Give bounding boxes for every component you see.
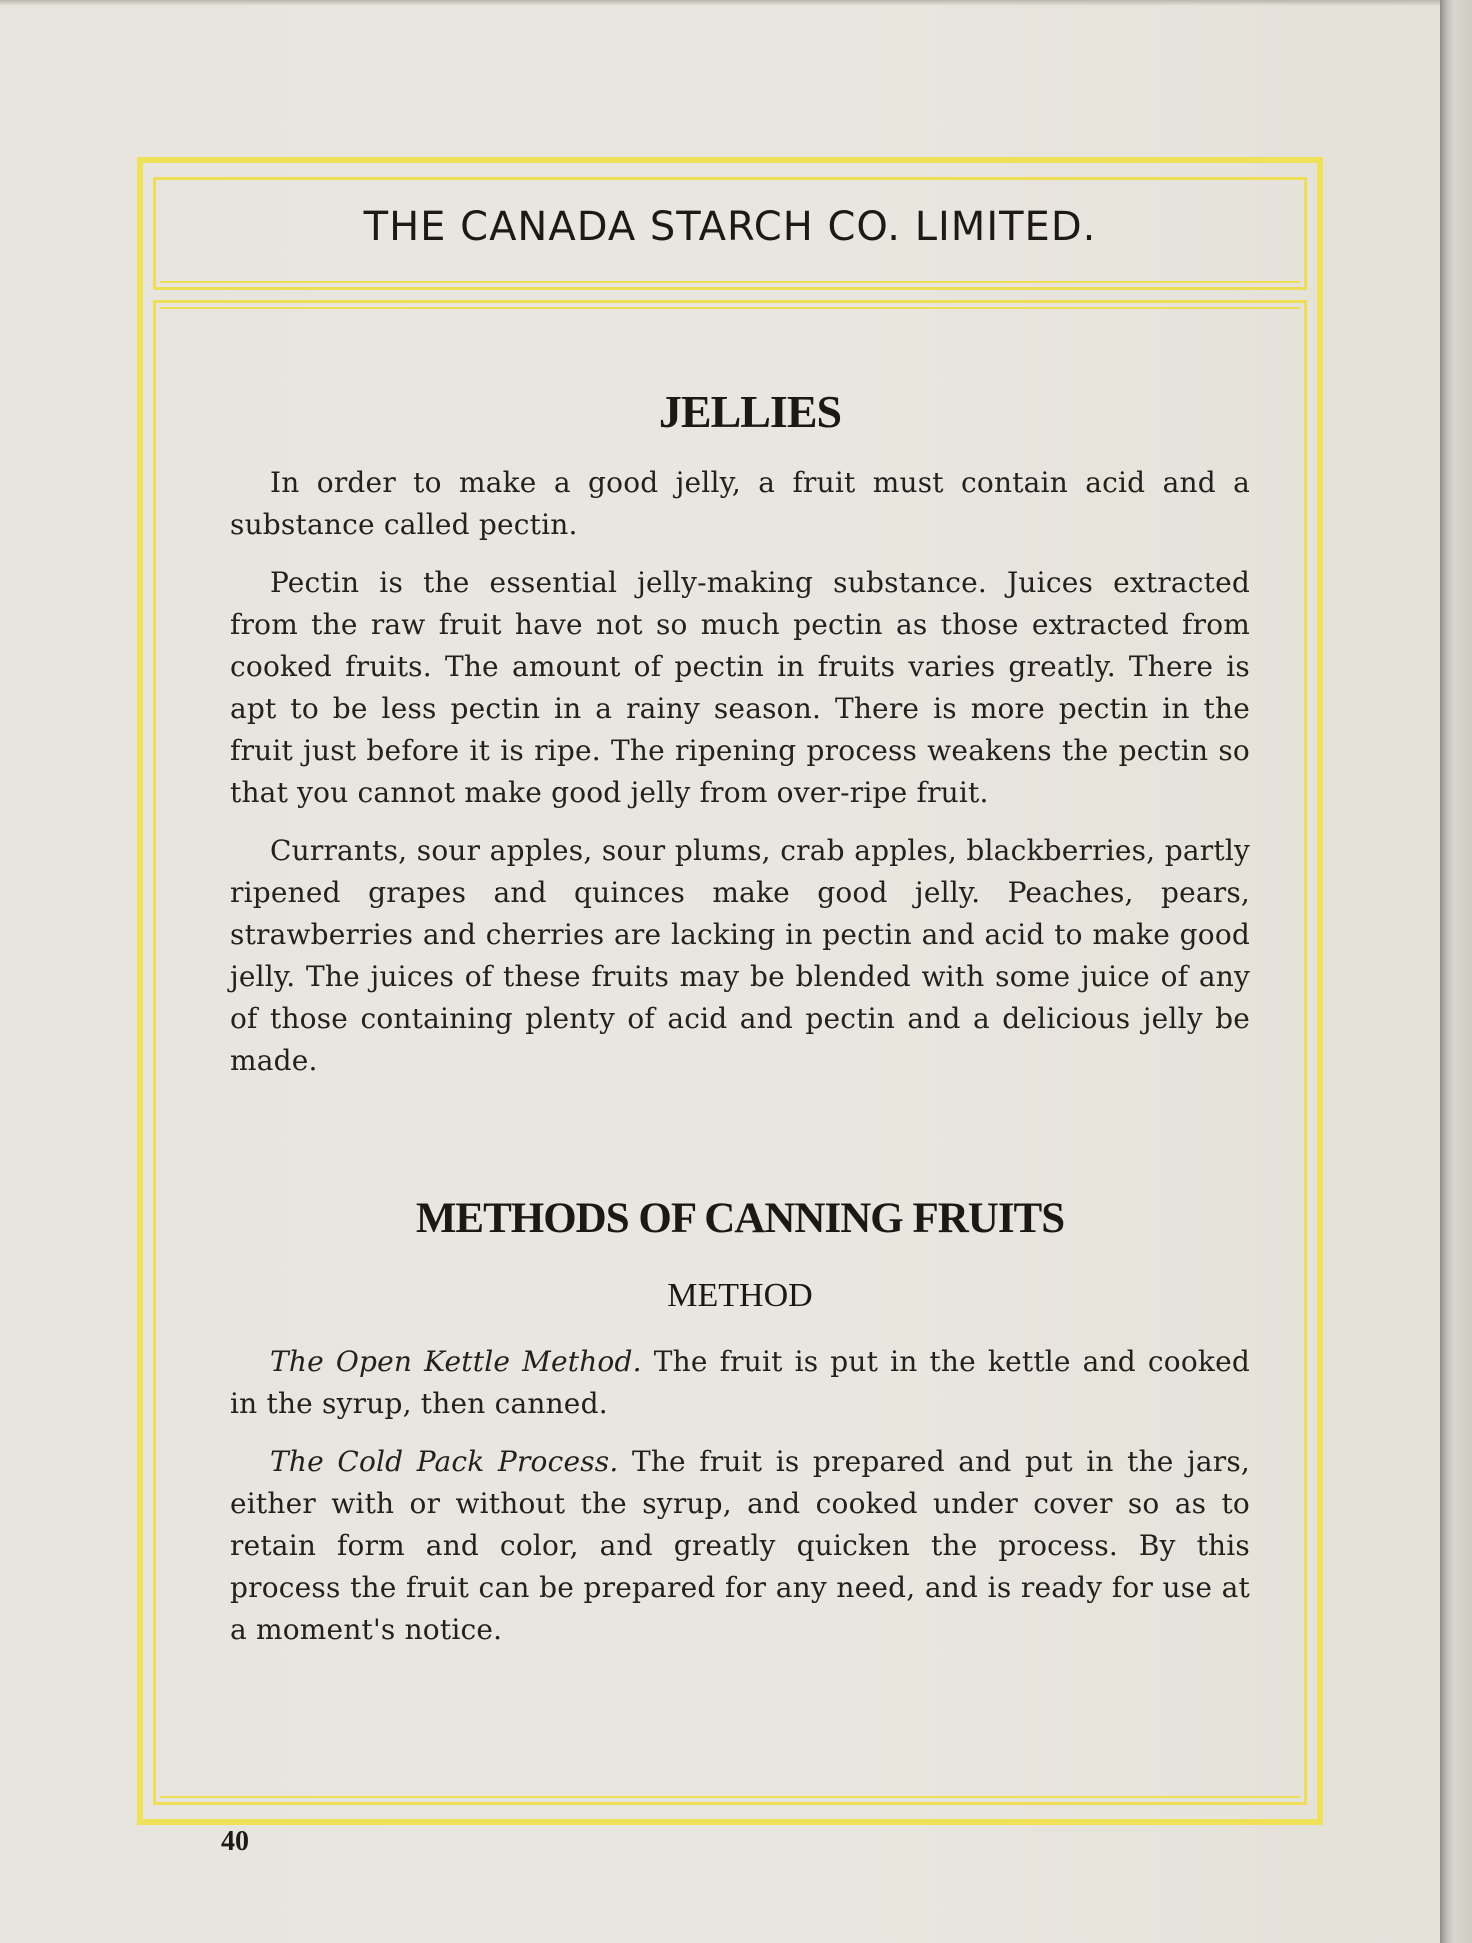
jellies-paragraph-1-text: In order to make a good jelly, a fruit must contain acid and a substance called pectin.: [230, 466, 1250, 541]
jellies-paragraph-2: [230, 562, 1250, 814]
cold-pack-process-paragraph: [230, 1441, 1250, 1651]
canning-methods-heading: METHODS OF CANNING FRUITS: [415, 1195, 1065, 1242]
page-content: [230, 385, 1250, 1651]
method-subheading: METHOD: [667, 1277, 813, 1314]
jellies-paragraph-3: [230, 830, 1250, 1082]
open-kettle-method-name: The Open Kettle Method.: [270, 1345, 642, 1378]
cold-pack-process-text: The fruit is prepared and put in the jars, either with or without the syrup, and cooked under cover so as to retain form and color, and greatly quicken the process. By this process the fruit can be prepared for any need, and is ready for use at a moment's notice.: [230, 1445, 1251, 1646]
page-number: 40: [221, 1826, 249, 1857]
jellies-heading: JELLIES: [658, 386, 842, 437]
page-edge: [1440, 0, 1472, 1943]
cold-pack-process-name: The Cold Pack Process.: [270, 1445, 619, 1478]
page-top-shadow: [0, 0, 1440, 6]
jellies-paragraph-1: [230, 462, 1250, 546]
open-kettle-method-text: The fruit is put in the kettle and cooked in the syrup, then canned.: [230, 1345, 1250, 1420]
jellies-paragraph-3-text: Currants, sour apples, sour plums, crab apples, blackberries, partly ripened grapes and quinces make good jelly. Peaches, pears, strawberries and cherries are lacking in pectin and acid to make good jelly. The juices of these fruits may be blended with some juice of any of those containing plenty of acid and pectin and a delicious jelly be made.: [230, 834, 1250, 1077]
jellies-paragraph-2-text: Pectin is the essential jelly-making substance. Juices extracted from the raw fruit have not so much pectin as those extracted from cooked fruits. The amount of pectin in fruits varies greatly. There is apt to be less pectin in a rainy season. There is more pectin in the fruit just before it is ripe. The ripening process weakens the pectin so that you cannot make good jelly from over-ripe fruit.: [230, 566, 1250, 809]
company-header-title: THE CANADA STARCH CO. LIMITED.: [363, 204, 1097, 250]
open-kettle-method-paragraph: [230, 1341, 1250, 1425]
